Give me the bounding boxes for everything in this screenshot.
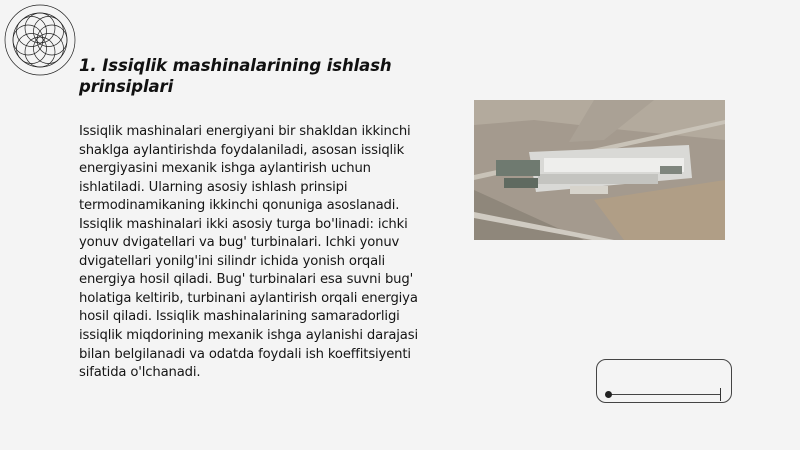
progress-dot-icon[interactable] <box>605 391 612 398</box>
aerial-industrial-plant-image <box>474 100 725 240</box>
slide-progress-navigator[interactable] <box>596 359 732 403</box>
slide-title: 1. Issiqlik mashinalarining ishlash prinsiplari <box>79 56 392 96</box>
interlaced-rings-icon <box>2 2 78 78</box>
plus-cursor-icon <box>716 388 725 401</box>
progress-track[interactable] <box>608 394 721 395</box>
slide-body-text: Issiqlik mashinalari energiyani bir shakldan ikkinchi shaklga aylantirishda foydalaniladi, asosan issiqlik energiyasini mexanik ishga aylantirish uchun ishlatiladi. Ularning asosiy ishlash prinsipi termodinamikaning ikkinchi qonuniga asoslanadi. Issiqlik mashinalari ikki asosiy turga bo'linadi: ichki yonuv dvigatellari va bug' turbinalari. Ichki yonuv dvigatellari yonilg'ini silindr ichida yonish orqali energiya hosil qiladi. Bug' turbinalari esa suvni bug' holatiga keltirib, turbinani aylantirish orqali energiya hosil qiladi. Issiqlik mashinalarining samaradorligi issiqlik miqdorining mexanik ishga aylanishi darajasi bilan belgilanadi va odatda foydali ish koeffitsiyenti sifatida o'lchanadi. <box>79 124 418 381</box>
